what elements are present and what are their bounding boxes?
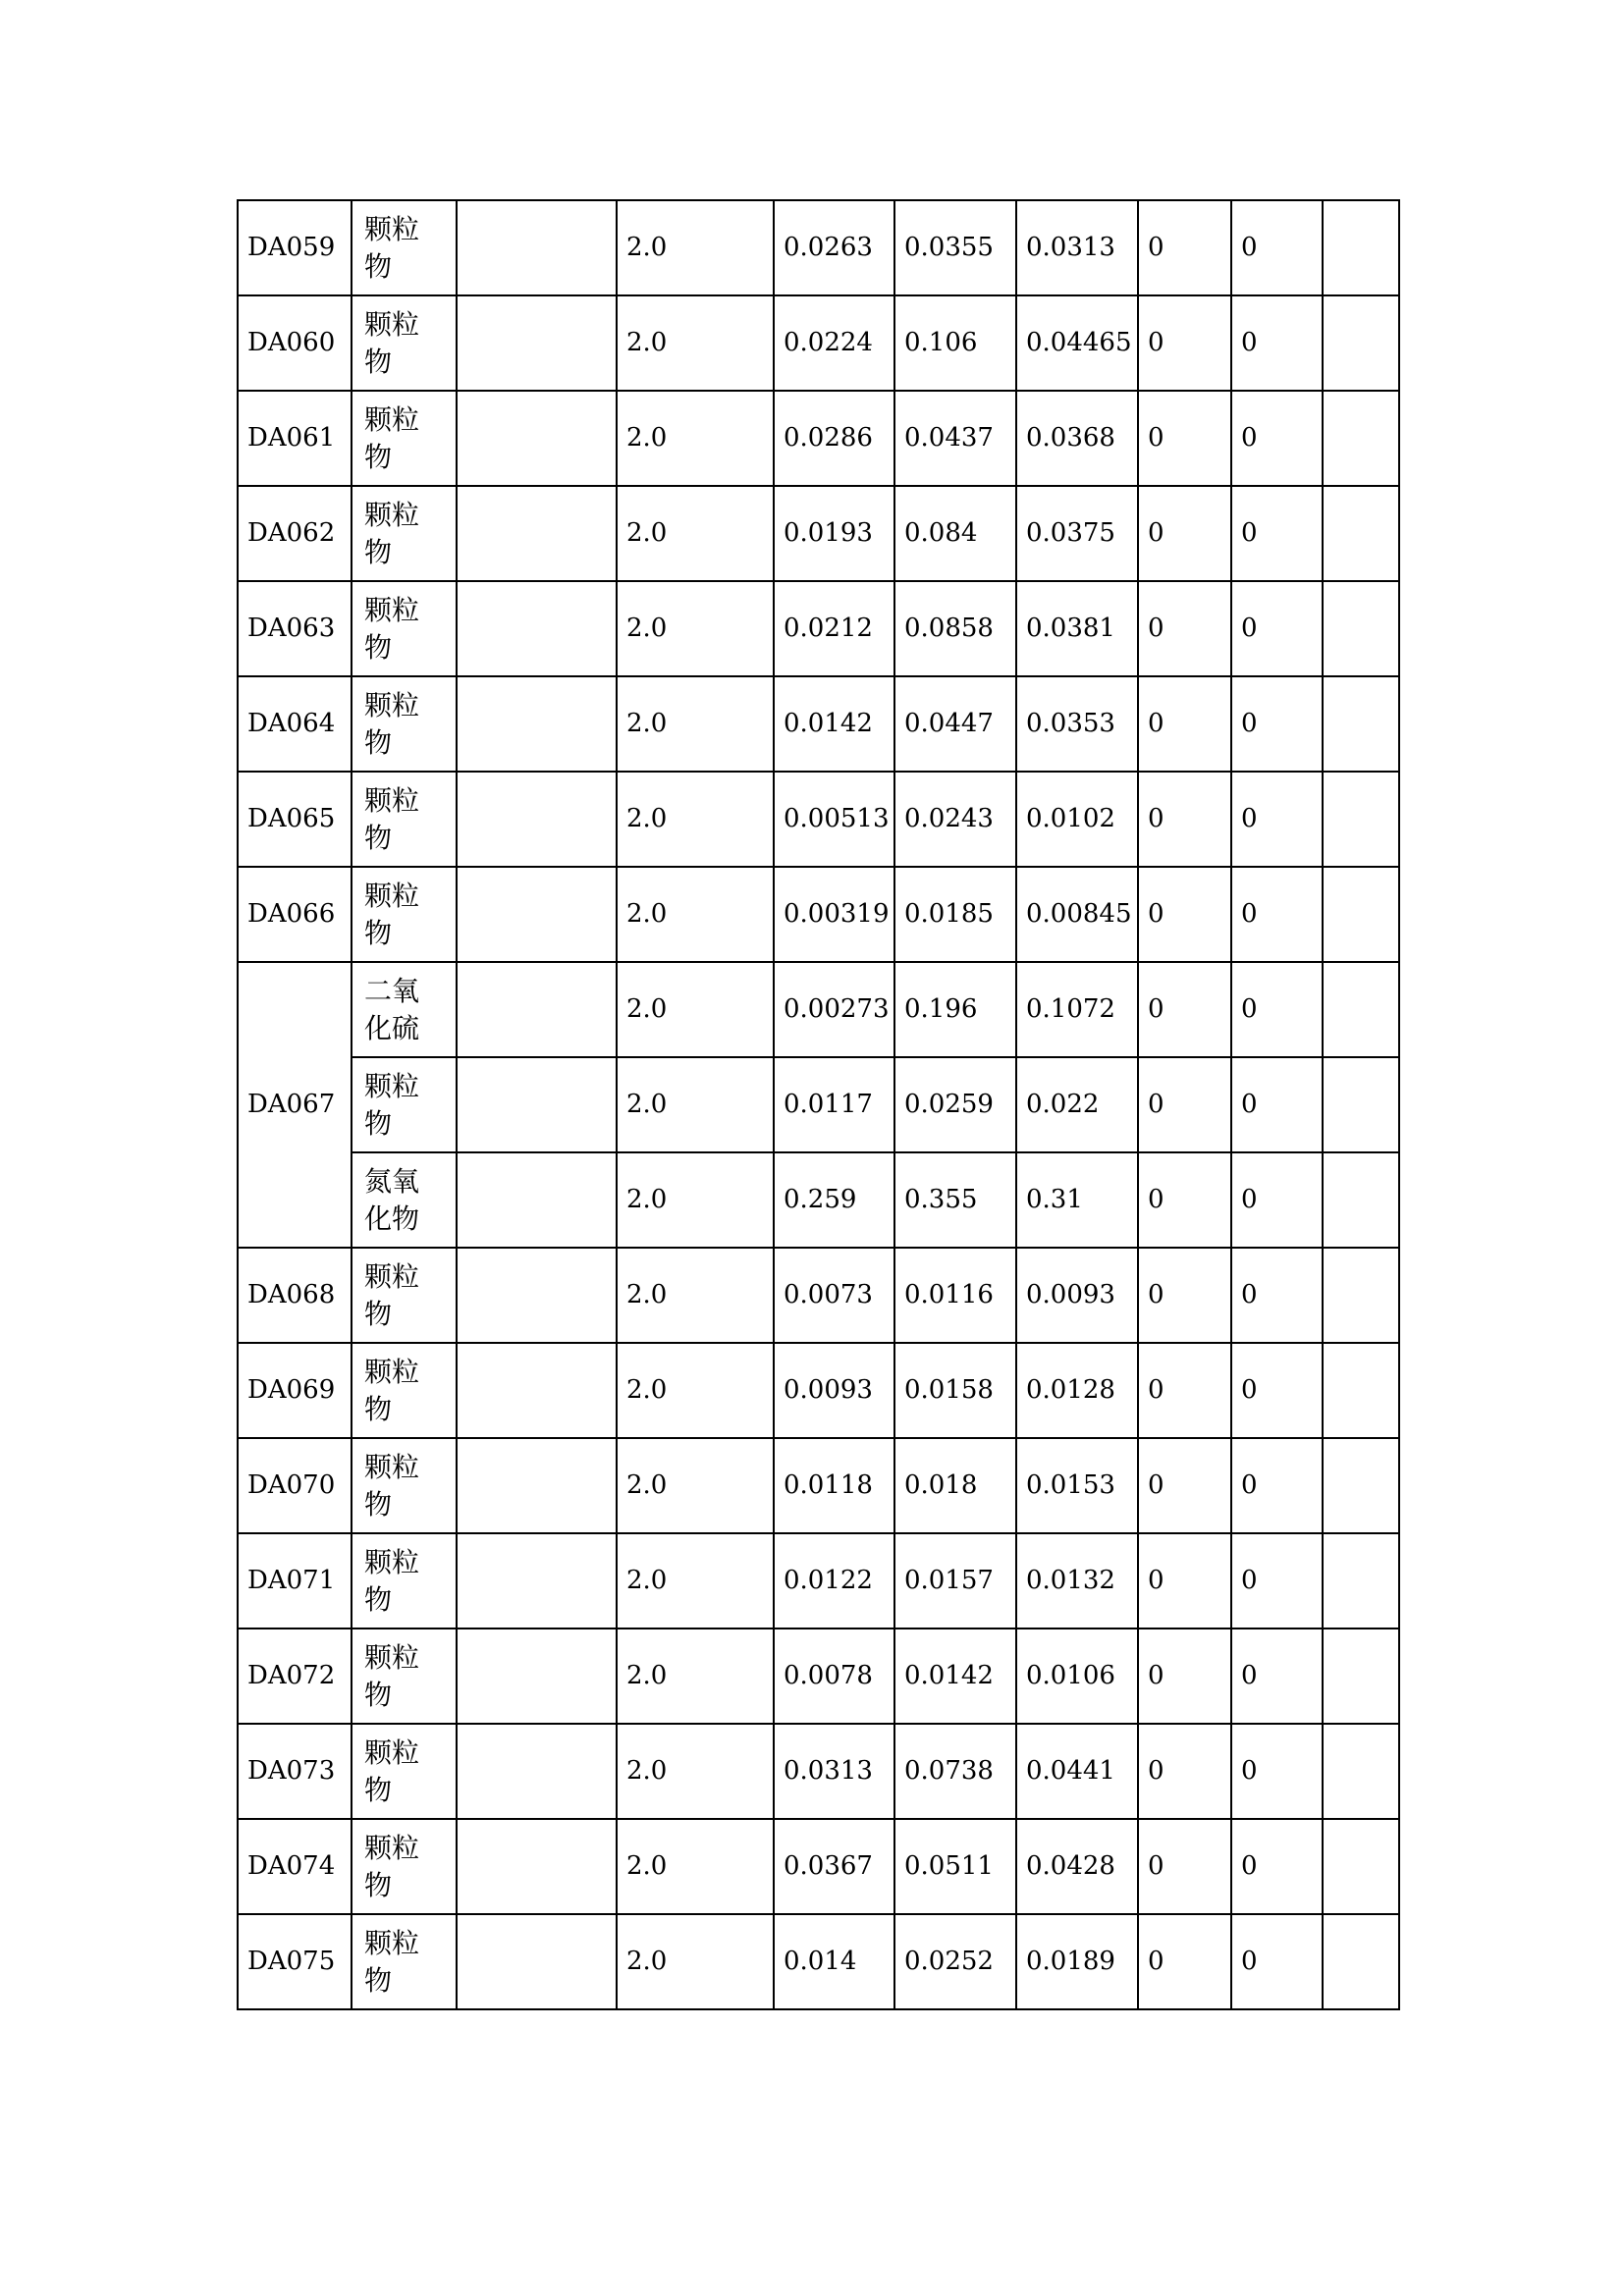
value-cell: 0.0259	[894, 1057, 1016, 1152]
value-cell: 0.0437	[894, 391, 1016, 486]
value-cell: 0.196	[894, 962, 1016, 1057]
value-cell: 0	[1231, 1438, 1323, 1533]
value-cell: 0.0447	[894, 676, 1016, 772]
blank-cell	[457, 1057, 617, 1152]
table-row	[238, 1629, 1399, 1724]
pollutant-label: 颗粒物	[364, 307, 420, 378]
value-cell: 0.0252	[894, 1914, 1016, 2009]
blank-cell	[457, 1152, 617, 1248]
table-row	[238, 676, 1399, 772]
outlet-id-cell: DA066	[238, 867, 352, 962]
pollutant-cell	[352, 200, 457, 295]
value-cell: 0.355	[894, 1152, 1016, 1248]
pollutant-cell	[352, 676, 457, 772]
pollutant-cell	[352, 962, 457, 1057]
table-row	[238, 295, 1399, 391]
outlet-id-cell: DA064	[238, 676, 352, 772]
value-cell: 0.0102	[1016, 772, 1138, 867]
value-cell: 0.0142	[774, 676, 894, 772]
value-cell: 0.0153	[1016, 1438, 1138, 1533]
value-cell: 0.0117	[774, 1057, 894, 1152]
value-cell: 2.0	[617, 867, 774, 962]
pollutant-cell	[352, 1914, 457, 2009]
value-cell: 2.0	[617, 676, 774, 772]
value-cell: 0.04465	[1016, 295, 1138, 391]
outlet-id-cell: DA063	[238, 581, 352, 676]
pollutant-label: 颗粒物	[364, 1259, 420, 1330]
pollutant-label: 颗粒物	[364, 1450, 420, 1521]
outlet-id-cell: DA061	[238, 391, 352, 486]
value-cell: 0.0185	[894, 867, 1016, 962]
value-cell: 2.0	[617, 1343, 774, 1438]
table-row	[238, 772, 1399, 867]
blank-cell	[457, 676, 617, 772]
pollutant-cell	[352, 1152, 457, 1248]
table-row	[238, 1914, 1399, 2009]
value-cell: 0.0243	[894, 772, 1016, 867]
value-cell: 0.0368	[1016, 391, 1138, 486]
value-cell: 0	[1138, 772, 1231, 867]
blank-cell	[1323, 1914, 1399, 2009]
value-cell: 0.0428	[1016, 1819, 1138, 1914]
value-cell: 0.022	[1016, 1057, 1138, 1152]
value-cell: 0.0738	[894, 1724, 1016, 1819]
value-cell: 0.0116	[894, 1248, 1016, 1343]
pollutant-cell	[352, 486, 457, 581]
pollutant-label: 颗粒物	[364, 879, 420, 949]
pollutant-cell	[352, 581, 457, 676]
value-cell: 0.0078	[774, 1629, 894, 1724]
table-row	[238, 1438, 1399, 1533]
blank-cell	[1323, 200, 1399, 295]
outlet-id-cell: DA072	[238, 1629, 352, 1724]
value-cell: 0	[1138, 391, 1231, 486]
table-row	[238, 581, 1399, 676]
value-cell: 0.0313	[1016, 200, 1138, 295]
value-cell: 0.0441	[1016, 1724, 1138, 1819]
value-cell: 0.084	[894, 486, 1016, 581]
pollutant-cell	[352, 1724, 457, 1819]
value-cell: 0.31	[1016, 1152, 1138, 1248]
blank-cell	[1323, 772, 1399, 867]
pollutant-label: 颗粒物	[364, 1735, 420, 1806]
blank-cell	[1323, 1152, 1399, 1248]
blank-cell	[1323, 1057, 1399, 1152]
blank-cell	[457, 1629, 617, 1724]
outlet-id-cell: DA067	[238, 962, 352, 1248]
value-cell: 0.0122	[774, 1533, 894, 1629]
value-cell: 2.0	[617, 1629, 774, 1724]
table-row	[238, 1819, 1399, 1914]
value-cell: 0	[1138, 962, 1231, 1057]
value-cell: 0	[1138, 1724, 1231, 1819]
value-cell: 0	[1231, 200, 1323, 295]
table-row	[238, 391, 1399, 486]
pollutant-label: 颗粒物	[364, 593, 420, 664]
value-cell: 0	[1231, 1248, 1323, 1343]
pollutant-label: 颗粒物	[364, 498, 420, 568]
outlet-id-cell: DA073	[238, 1724, 352, 1819]
blank-cell	[1323, 1533, 1399, 1629]
outlet-id-cell: DA071	[238, 1533, 352, 1629]
table-row	[238, 1343, 1399, 1438]
value-cell: 0.00273	[774, 962, 894, 1057]
value-cell: 2.0	[617, 486, 774, 581]
outlet-id-cell: DA068	[238, 1248, 352, 1343]
pollutant-cell	[352, 1819, 457, 1914]
value-cell: 0	[1231, 581, 1323, 676]
value-cell: 2.0	[617, 1438, 774, 1533]
blank-cell	[457, 1343, 617, 1438]
pollutant-cell	[352, 391, 457, 486]
value-cell: 0.00513	[774, 772, 894, 867]
table-row	[238, 1724, 1399, 1819]
outlet-id-cell: DA075	[238, 1914, 352, 2009]
pollutant-cell	[352, 867, 457, 962]
value-cell: 2.0	[617, 1152, 774, 1248]
value-cell: 0	[1231, 1629, 1323, 1724]
value-cell: 2.0	[617, 1724, 774, 1819]
value-cell: 0.0193	[774, 486, 894, 581]
value-cell: 2.0	[617, 1533, 774, 1629]
blank-cell	[457, 1914, 617, 2009]
value-cell: 0	[1138, 486, 1231, 581]
blank-cell	[457, 581, 617, 676]
table-row	[238, 867, 1399, 962]
pollutant-label: 颗粒物	[364, 688, 420, 759]
value-cell: 0.0355	[894, 200, 1016, 295]
pollutant-label: 颗粒物	[364, 1545, 420, 1616]
outlet-id-cell: DA069	[238, 1343, 352, 1438]
pollutant-cell	[352, 1438, 457, 1533]
value-cell: 0.0142	[894, 1629, 1016, 1724]
value-cell: 0	[1231, 1724, 1323, 1819]
value-cell: 0	[1138, 581, 1231, 676]
outlet-id-cell: DA070	[238, 1438, 352, 1533]
value-cell: 0.0263	[774, 200, 894, 295]
value-cell: 0.106	[894, 295, 1016, 391]
value-cell: 2.0	[617, 1819, 774, 1914]
value-cell: 0	[1138, 1248, 1231, 1343]
value-cell: 0	[1231, 962, 1323, 1057]
blank-cell	[457, 867, 617, 962]
value-cell: 0.014	[774, 1914, 894, 2009]
value-cell: 0.0511	[894, 1819, 1016, 1914]
pollutant-label: 颗粒物	[364, 1926, 420, 1997]
table-row	[238, 1152, 1399, 1248]
value-cell: 0.0212	[774, 581, 894, 676]
blank-cell	[1323, 962, 1399, 1057]
value-cell: 0	[1138, 1152, 1231, 1248]
blank-cell	[1323, 581, 1399, 676]
blank-cell	[457, 1248, 617, 1343]
blank-cell	[457, 1819, 617, 1914]
value-cell: 0.0093	[1016, 1248, 1138, 1343]
blank-cell	[457, 295, 617, 391]
table-row	[238, 1533, 1399, 1629]
value-cell: 2.0	[617, 1248, 774, 1343]
value-cell: 0.0106	[1016, 1629, 1138, 1724]
blank-cell	[1323, 1248, 1399, 1343]
pollutant-cell	[352, 772, 457, 867]
value-cell: 0	[1138, 1343, 1231, 1438]
value-cell: 0	[1138, 1914, 1231, 2009]
table-body	[238, 200, 1399, 2009]
blank-cell	[1323, 1724, 1399, 1819]
value-cell: 0.0132	[1016, 1533, 1138, 1629]
table-row	[238, 486, 1399, 581]
blank-cell	[1323, 1819, 1399, 1914]
blank-cell	[457, 1533, 617, 1629]
value-cell: 0.0073	[774, 1248, 894, 1343]
value-cell: 0	[1231, 772, 1323, 867]
value-cell: 0	[1231, 867, 1323, 962]
value-cell: 0	[1138, 1629, 1231, 1724]
pollutant-cell	[352, 1629, 457, 1724]
value-cell: 0	[1138, 200, 1231, 295]
value-cell: 0.0118	[774, 1438, 894, 1533]
value-cell: 0	[1231, 676, 1323, 772]
value-cell: 0	[1138, 295, 1231, 391]
blank-cell	[1323, 676, 1399, 772]
value-cell: 2.0	[617, 391, 774, 486]
pollutant-label: 氮氧化物	[364, 1164, 420, 1235]
value-cell: 0.0375	[1016, 486, 1138, 581]
value-cell: 0	[1231, 1057, 1323, 1152]
blank-cell	[457, 772, 617, 867]
value-cell: 0.0313	[774, 1724, 894, 1819]
value-cell: 0.0093	[774, 1343, 894, 1438]
pollutant-cell	[352, 1533, 457, 1629]
value-cell: 2.0	[617, 581, 774, 676]
value-cell: 0	[1138, 867, 1231, 962]
value-cell: 0	[1231, 1152, 1323, 1248]
table-row	[238, 962, 1399, 1057]
value-cell: 0	[1138, 676, 1231, 772]
value-cell: 0.0286	[774, 391, 894, 486]
pollutant-label: 颗粒物	[364, 783, 420, 854]
blank-cell	[1323, 486, 1399, 581]
value-cell: 0.0157	[894, 1533, 1016, 1629]
value-cell: 0	[1231, 486, 1323, 581]
pollutant-label: 颗粒物	[364, 212, 420, 283]
value-cell: 0	[1231, 295, 1323, 391]
blank-cell	[457, 391, 617, 486]
blank-cell	[457, 1438, 617, 1533]
pollutant-label: 颗粒物	[364, 1831, 420, 1901]
value-cell: 0.0367	[774, 1819, 894, 1914]
value-cell: 0	[1231, 391, 1323, 486]
table-row	[238, 1248, 1399, 1343]
value-cell: 2.0	[617, 1914, 774, 2009]
value-cell: 2.0	[617, 200, 774, 295]
table-row	[238, 1057, 1399, 1152]
value-cell: 2.0	[617, 1057, 774, 1152]
value-cell: 0.0224	[774, 295, 894, 391]
value-cell: 0	[1231, 1533, 1323, 1629]
value-cell: 0.0381	[1016, 581, 1138, 676]
value-cell: 2.0	[617, 772, 774, 867]
value-cell: 0.0858	[894, 581, 1016, 676]
value-cell: 0.00319	[774, 867, 894, 962]
blank-cell	[1323, 1343, 1399, 1438]
value-cell: 0.1072	[1016, 962, 1138, 1057]
blank-cell	[457, 962, 617, 1057]
pollutant-label: 颗粒物	[364, 402, 420, 473]
pollutant-cell	[352, 1057, 457, 1152]
value-cell: 0	[1138, 1438, 1231, 1533]
value-cell: 0	[1138, 1057, 1231, 1152]
pollutant-label: 颗粒物	[364, 1640, 420, 1711]
outlet-id-cell: DA074	[238, 1819, 352, 1914]
outlet-id-cell: DA060	[238, 295, 352, 391]
value-cell: 2.0	[617, 295, 774, 391]
blank-cell	[457, 486, 617, 581]
blank-cell	[457, 1724, 617, 1819]
pollutant-cell	[352, 295, 457, 391]
blank-cell	[1323, 391, 1399, 486]
value-cell: 0	[1138, 1819, 1231, 1914]
pollutant-label: 二氧化硫	[364, 974, 420, 1044]
value-cell: 0	[1138, 1533, 1231, 1629]
blank-cell	[1323, 1629, 1399, 1724]
pollutant-cell	[352, 1248, 457, 1343]
outlet-id-cell: DA065	[238, 772, 352, 867]
outlet-id-cell: DA059	[238, 200, 352, 295]
value-cell: 0.0158	[894, 1343, 1016, 1438]
blank-cell	[1323, 1438, 1399, 1533]
table-row	[238, 200, 1399, 295]
value-cell: 0	[1231, 1914, 1323, 2009]
value-cell: 2.0	[617, 962, 774, 1057]
blank-cell	[1323, 867, 1399, 962]
value-cell: 0.0128	[1016, 1343, 1138, 1438]
emissions-table	[237, 199, 1400, 2010]
pollutant-label: 颗粒物	[364, 1069, 420, 1140]
pollutant-cell	[352, 1343, 457, 1438]
value-cell: 0	[1231, 1343, 1323, 1438]
pollutant-label: 颗粒物	[364, 1355, 420, 1425]
outlet-id-cell: DA062	[238, 486, 352, 581]
value-cell: 0.0353	[1016, 676, 1138, 772]
blank-cell	[1323, 295, 1399, 391]
value-cell: 0	[1231, 1819, 1323, 1914]
value-cell: 0.259	[774, 1152, 894, 1248]
value-cell: 0.00845	[1016, 867, 1138, 962]
value-cell: 0.0189	[1016, 1914, 1138, 2009]
blank-cell	[457, 200, 617, 295]
value-cell: 0.018	[894, 1438, 1016, 1533]
